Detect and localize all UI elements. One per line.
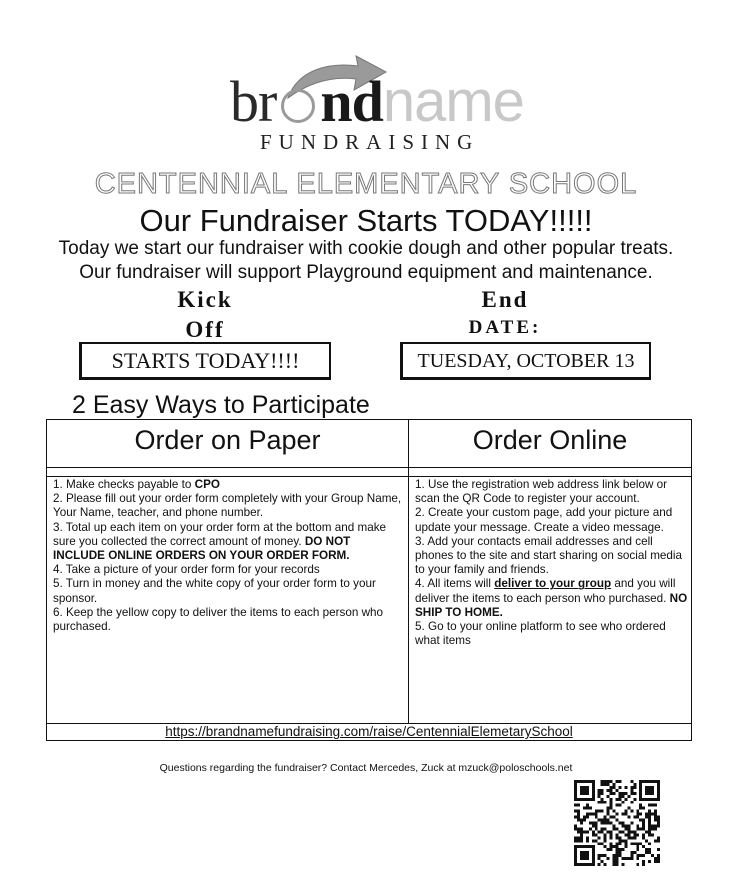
- online-steps-list: [415, 478, 689, 648]
- online-step: 2. Create your custom page, add your picture and update your message. Create a video message.: [415, 506, 673, 534]
- headline: Our Fundraiser Starts TODAY!!!!!: [139, 203, 593, 238]
- paper-step: 6. Keep the yellow copy to deliver the items to each person who purchased.: [53, 605, 384, 634]
- online-step: 4. All items will deliver to your group and you will deliver the items to each person who purchased. NO SHIP TO HOME.: [415, 577, 688, 619]
- order-methods-table: [46, 419, 692, 741]
- intro-line: Our fundraiser will support Playground equipment and maintenance.: [79, 262, 653, 283]
- paper-step: 4. Take a picture of your order form for your records: [53, 563, 320, 577]
- column-divider: [408, 420, 409, 723]
- paper-step: 3. Total up each item on your order form at the bottom and make sure you collected the correct amount of money. DO NOT INCLUDE ONLINE ORDERS ON YOUR ORDER FORM.: [53, 520, 387, 563]
- paper-order-heading: Order on Paper: [47, 420, 408, 468]
- logo-wordmark: [230, 69, 524, 134]
- start-date-box: STARTS TODAY!!!!: [79, 342, 331, 380]
- school-name: CENTENNIAL ELEMENTARY SCHOOL: [94, 168, 638, 200]
- logo-text-part2: nd: [320, 69, 383, 134]
- kickoff-label: Off: [185, 317, 225, 342]
- no-ship-note: NO SHIP TO HOME.: [415, 591, 688, 619]
- end-date-label: DATE:: [468, 317, 542, 338]
- qr-code-icon[interactable]: [572, 780, 662, 866]
- brand-logo: [222, 52, 552, 152]
- paper-steps-list: [53, 478, 405, 634]
- paper-step: 5. Turn in money and the white copy of your order form to your sponsor.: [53, 577, 376, 605]
- divider: [409, 476, 691, 477]
- logo-subtitle: FUNDRAISING: [260, 130, 480, 154]
- paper-step: 1. Make checks payable to CPO: [53, 478, 220, 491]
- divider: [47, 476, 408, 477]
- online-step: 3. Add your contacts email addresses and cell phones to the site and start sharing on social media to your family and friends.: [415, 534, 683, 577]
- logo-text-part3: name: [382, 69, 524, 134]
- online-step: 1. Use the registration web address link below or scan the QR Code to register your account.: [415, 478, 668, 506]
- end-date-box: TUESDAY, OCTOBER 13: [400, 342, 651, 380]
- paper-step: 2. Please fill out your order form completely with your Group Name, Your Name, teacher, and phone number.: [53, 492, 402, 520]
- logo-check-circle-icon: [281, 89, 315, 123]
- online-step: 5. Go to your online platform to see who ordered what items: [415, 620, 666, 648]
- contact-text: Questions regarding the fundraiser? Contact Mercedes, Zuck at mzuck@poloschools.net: [159, 762, 573, 774]
- end-date-label: End: [481, 287, 529, 312]
- logo-text-part1: br: [230, 69, 277, 134]
- order-url-link[interactable]: https://brandnamefundraising.com/raise/CentennialElemetarySchool: [165, 724, 573, 739]
- intro-line: Today we start our fundraiser with cookie dough and other popular treats.: [58, 238, 674, 259]
- online-order-heading: Order Online: [409, 420, 691, 468]
- participate-title: 2 Easy Ways to Participate: [72, 391, 370, 419]
- kickoff-label: Kick: [177, 287, 233, 312]
